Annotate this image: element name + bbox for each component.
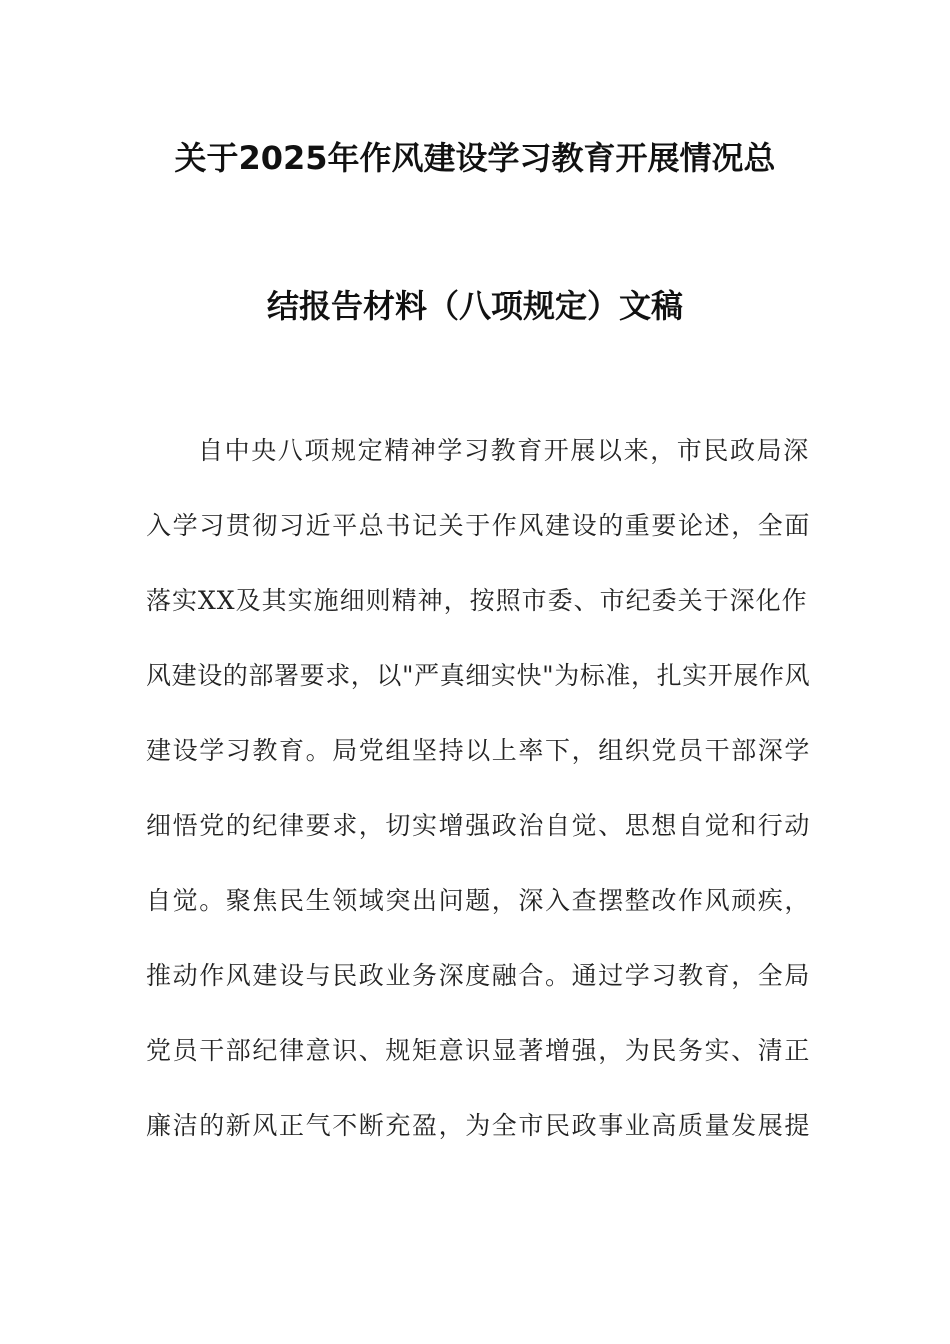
document-title-line-2: 结报告材料（八项规定）文稿 — [266, 287, 683, 325]
body-line-7: 自觉。聚焦民生领域突出问题，深入查摆整改作风顽疾， — [146, 886, 812, 915]
body-line-1: 自中央八项规定精神学习教育开展以来，市民政局深 — [198, 436, 810, 465]
body-line-9: 党员干部纪律意识、规矩意识显著增强，为民务实、清正 — [146, 1036, 812, 1065]
body-line-2: 入学习贯彻习近平总书记关于作风建设的重要论述，全面 — [146, 511, 812, 540]
body-line-3: 落实XX及其实施细则精神，按照市委、市纪委关于深化作 — [146, 586, 808, 615]
body-line-5: 建设学习教育。局党组坚持以上率下，组织党员干部深学 — [146, 736, 812, 765]
body-line-10: 廉洁的新风正气不断充盈，为全市民政事业高质量发展提 — [146, 1111, 812, 1140]
body-line-4: 风建设的部署要求，以"严真细实快"为标准，扎实开展作风 — [146, 661, 811, 690]
document-title-line-1: 关于2025年作风建设学习教育开展情况总 — [174, 139, 776, 177]
body-line-6: 细悟党的纪律要求，切实增强政治自觉、思想自觉和行动 — [146, 811, 812, 840]
body-line-8: 推动作风建设与民政业务深度融合。通过学习教育，全局 — [146, 961, 812, 990]
